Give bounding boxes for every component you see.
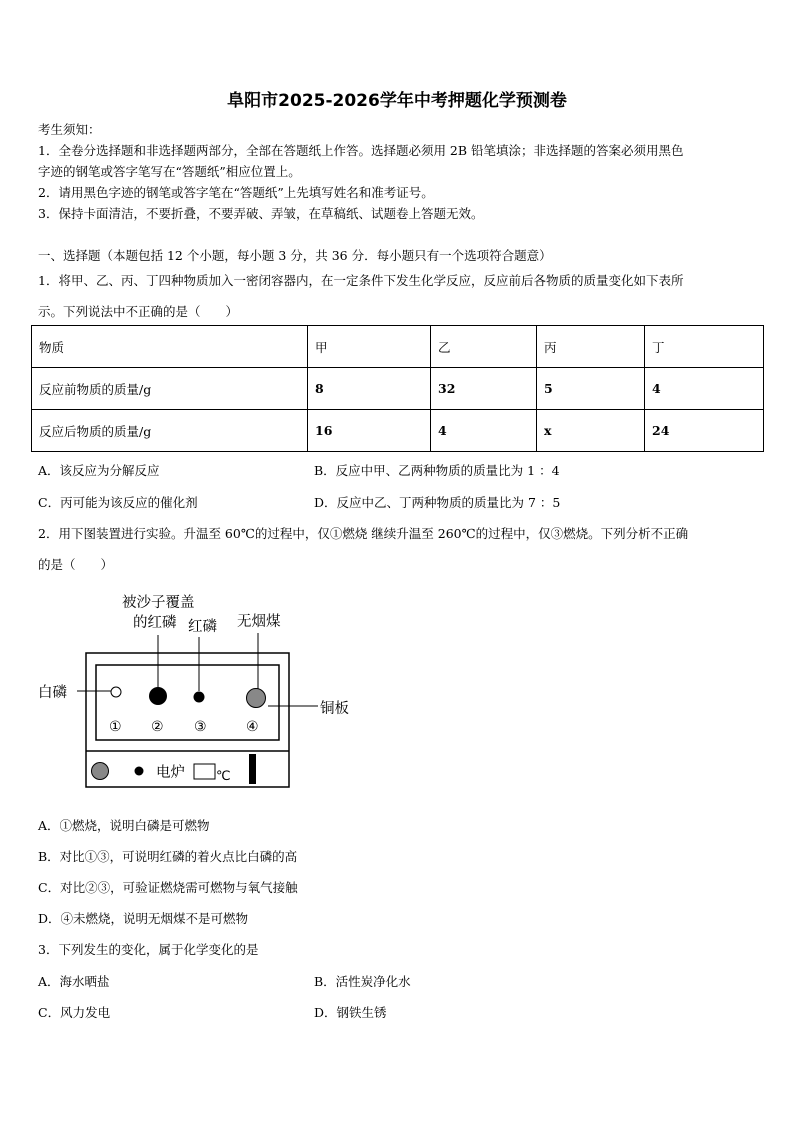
table-cell: 物质 [32, 326, 308, 368]
notice-item: 字迹的钢笔或答字笔写在“答题纸”相应位置上。 [38, 164, 301, 179]
q3-options-row [38, 1003, 387, 1021]
q1-stem: 示。下列说法中不正确的是（ ） [38, 304, 239, 319]
page-title: 阜阳市2025-2026学年中考押题化学预测卷 [227, 91, 567, 111]
q3-stem: 3．下列发生的变化，属于化学变化的是 [38, 942, 259, 957]
table-cell: 32 [431, 368, 537, 410]
marker-4: ④ [246, 719, 259, 735]
section-heading: 一、选择题（本题包括 12 个小题，每小题 3 分，共 36 分．每小题只有一个选项符合题意） [38, 248, 552, 263]
q1-option-d: D．反应中乙、丁两种物质的质量比为 7 ：5 [314, 495, 561, 510]
q1-options-row [38, 493, 561, 511]
q3-option-b: B．活性炭净化水 [314, 974, 411, 989]
q1-option-b: B．反应中甲、乙两种物质的质量比为 1 ：4 [314, 463, 560, 478]
table-cell: 4 [645, 368, 764, 410]
table-cell: 乙 [431, 326, 537, 368]
indicator-light-icon [135, 767, 144, 776]
q2-stem: 2．用下图装置进行实验。升温至 60℃的过程中，仅①燃烧 继续升温至 260℃的过程中，仅③燃烧。下列分析不正确 [38, 526, 689, 541]
notice-item: 1．全卷分选择题和非选择题两部分，全部在答题纸上作答。选择题必须用 2B 铅笔填涂；非选择题的答案必须用黑色 [38, 143, 684, 158]
q1-mass-table [31, 325, 764, 452]
marker-1: ① [109, 719, 122, 735]
q1-option-c: C．丙可能为该反应的催化剂 [38, 495, 198, 510]
notice-item: 3．保持卡面清洁，不要折叠，不要弄破、弄皱，在草稿纸、试题卷上答题无效。 [38, 206, 484, 221]
temperature-display [194, 764, 215, 779]
table-cell: 丁 [645, 326, 764, 368]
white-phosphorus-sample [111, 687, 121, 697]
q3-option-c: C．风力发电 [38, 1005, 111, 1020]
table-cell: 反应后物质的质量/g [32, 410, 308, 452]
table-row [32, 326, 764, 368]
table-cell: 甲 [308, 326, 431, 368]
notice-item: 2．请用黑色字迹的钢笔或答字笔在“答题纸”上先填写姓名和准考证号。 [38, 185, 434, 200]
notice-heading: 考生须知： [38, 122, 101, 137]
q3-option-a: A．海水晒盐 [38, 974, 110, 989]
label-white-phosphorus: 白磷 [38, 685, 67, 701]
table-cell: 丙 [537, 326, 645, 368]
q2-option-b: B．对比①③，可说明红磷的着火点比白磷的高 [38, 849, 298, 864]
label-sand-covered-red-phosphorus: 的红磷 [133, 615, 177, 631]
q2-option-c: C．对比②③，可验证燃烧需可燃物与氧气接触 [38, 880, 298, 895]
power-switch-icon [249, 754, 256, 784]
table-row [32, 368, 764, 410]
sand-covered-red-phosphorus-sample [149, 687, 167, 705]
table-cell: 8 [308, 368, 431, 410]
label-anthracite: 无烟煤 [237, 614, 281, 630]
q2-option-a: A．①燃烧，说明白磷是可燃物 [38, 818, 210, 833]
table-cell: 反应前物质的质量/g [32, 368, 308, 410]
q1-options-row [38, 461, 560, 479]
table-cell: 24 [645, 410, 764, 452]
label-electric-heater: 电炉 [156, 765, 185, 781]
q3-option-d: D．钢铁生锈 [314, 1005, 387, 1020]
anthracite-sample [247, 689, 266, 708]
q2-stem: 的是（ ） [38, 557, 114, 572]
table-cell: x [537, 410, 645, 452]
table-cell: 5 [537, 368, 645, 410]
label-copper-plate: 铜板 [320, 701, 349, 717]
q1-option-a: A．该反应为分解反应 [38, 463, 160, 478]
q2-experiment-figure [30, 585, 370, 790]
table-cell: 16 [308, 410, 431, 452]
q1-stem: 1．将甲、乙、丙、丁四种物质加入一密闭容器内，在一定条件下发生化学反应，反应前后各物质的质量变化如下表所 [38, 273, 684, 288]
heater-knob-icon [92, 763, 109, 780]
label-celsius: ℃ [216, 769, 231, 784]
marker-3: ③ [194, 719, 207, 735]
label-sand-covered-red-phosphorus: 被沙子覆盖 [122, 595, 195, 611]
marker-2: ② [151, 719, 164, 735]
red-phosphorus-sample [194, 692, 205, 703]
label-red-phosphorus: 红磷 [188, 619, 217, 635]
table-cell: 4 [431, 410, 537, 452]
table-row [32, 410, 764, 452]
q3-options-row [38, 972, 411, 990]
q2-option-d: D．④未燃烧，说明无烟煤不是可燃物 [38, 911, 249, 926]
